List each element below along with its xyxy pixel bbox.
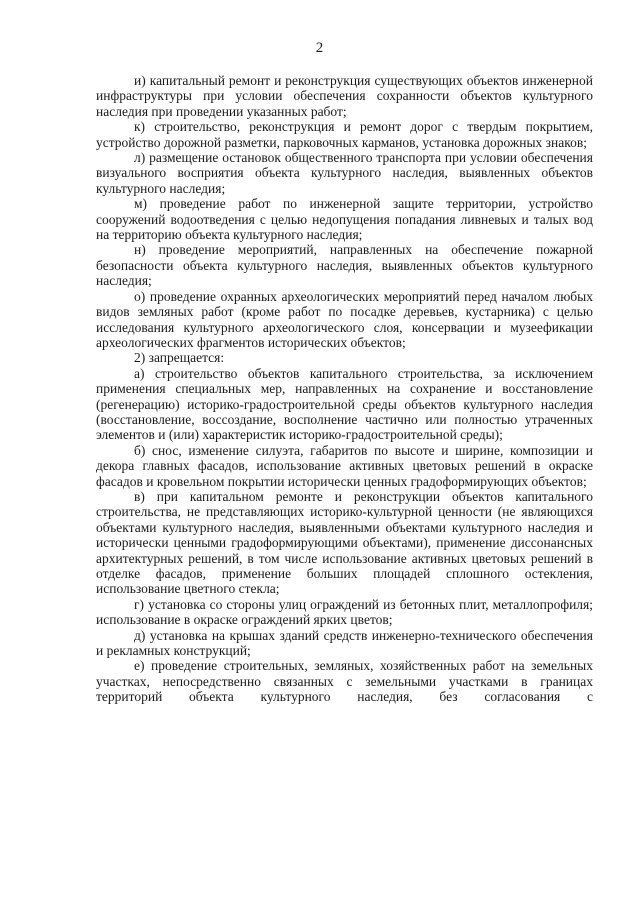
paragraph-item-b: б) снос, изменение силуэта, габаритов по высоте и ширине, композиции и декора главных фасадов, использование активных цветовых решений в окраске фасадов и кровельном покрытии исторически ценных градоформирующих объектов; bbox=[96, 442, 593, 489]
paragraph-item-n: н) проведение мероприятий, направленных на обеспечение пожарной безопасности объекта культурного наследия, выявленных объектов культурного наследия; bbox=[96, 242, 593, 289]
paragraph-item-m: м) проведение работ по инженерной защите территории, устройство сооружений водоотведения с целью недопущения попадания ливневых и талых вод на территорию объекта культурного наследия; bbox=[96, 196, 593, 243]
paragraph-prohibited-heading: 2) запрещается: bbox=[134, 350, 225, 366]
page-number: 2 bbox=[315, 40, 324, 56]
paragraph-item-i: и) капитальный ремонт и реконструкция существующих объектов инженерной инфраструктуры при условии обеспечения сохранности объектов культурного наследия при проведении указанных работ; bbox=[96, 73, 593, 119]
paragraph-item-o: о) проведение охранных археологических мероприятий перед началом любых видов земляных работ (кроме работ по посадке деревьев, кустарника) с целью исследования культурного археологического слоя, консервации и музеефикации археологических фрагментов исторических объектов; bbox=[96, 288, 593, 350]
paragraph-item-v: в) при капитальном ремонте и реконструкции объектов капитального строительства, не представляющих историко-культурной ценности (не являющихся объектами культурного наследия, выявленными объектами культурного наследия и исторически ценными градоформирующими объектами), применение диссонансных архитектурных решений, в том числе использование активных цветовых решений в отделке фасадов, применение больших площадей сплошного остекления, использование цветного стекла; bbox=[96, 488, 593, 597]
paragraph-item-l: л) размещение остановок общественного транспорта при условии обеспечения визуального восприятия объекта культурного наследия, выявленных объектов культурного наследия; bbox=[96, 150, 593, 196]
document-body bbox=[96, 73, 593, 705]
paragraph-item-e: е) проведение строительных, земляных, хозяйственных работ на земельных участках, непосредственно связанных с земельными участками в границах территорий объекта культурного наследия, без согласования с bbox=[96, 658, 593, 705]
paragraph-item-k: к) строительство, реконструкция и ремонт дорог с твердым покрытием, устройство дорожной разметки, парковочных карманов, установка дорожных знаков; bbox=[96, 119, 593, 150]
paragraph-item-a: а) строительство объектов капитального строительства, за исключением применения специальных мер, направленных на сохранение и восстановление (регенерацию) историко-градостроительной среды объектов культурного наследия (восстановление, воссоздание, восполнение частично или полностью утраченных элементов и (или) характеристик историко-градостроительной среды); bbox=[96, 365, 593, 443]
paragraph-item-g: г) установка со стороны улиц ограждений из бетонных плит, металлопрофиля; использование в окраске ограждений ярких цветов; bbox=[96, 596, 593, 628]
paragraph-item-d: д) установка на крышах зданий средств инженерно-технического обеспечения и рекламных конструкций; bbox=[96, 627, 593, 659]
